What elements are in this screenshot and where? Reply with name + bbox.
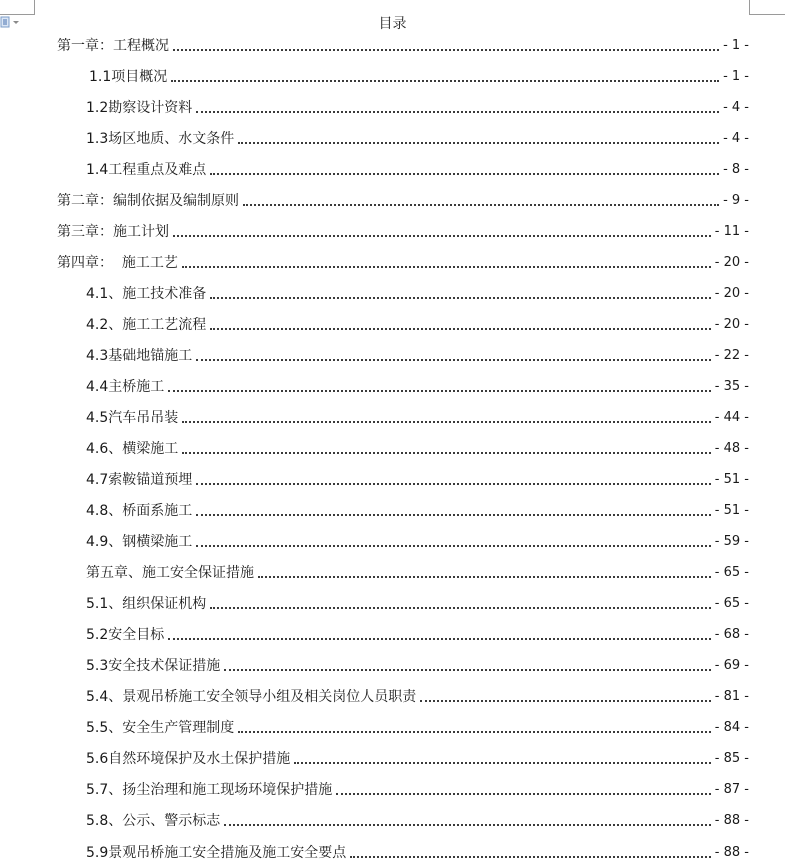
toc-entry-page: - 20 - bbox=[714, 255, 749, 270]
toc-entry-label: 1.1项目概况 bbox=[89, 69, 168, 85]
toc-entry-4-6[interactable] bbox=[86, 436, 749, 458]
toc-entry-1-4[interactable] bbox=[86, 157, 749, 179]
toc-entry-label: 4.4主桥施工 bbox=[86, 379, 165, 395]
toc-leader-dots bbox=[196, 482, 711, 485]
toc-entry-5-9[interactable] bbox=[86, 840, 749, 862]
toc-entry-page: - 59 - bbox=[714, 534, 749, 549]
toc-entry-5-5[interactable] bbox=[86, 715, 749, 737]
toc-entry-page: - 51 - bbox=[714, 503, 749, 518]
toc-entry-page: - 48 - bbox=[714, 441, 749, 456]
toc-entry-label: 第一章：工程概况 bbox=[57, 38, 169, 54]
toc-entry-1-3[interactable] bbox=[86, 126, 749, 148]
toc-entry-page: - 84 - bbox=[714, 720, 749, 735]
toc-entry-page: - 8 - bbox=[723, 162, 749, 177]
toc-entry-label: 4.6、横梁施工 bbox=[86, 441, 179, 457]
toc-leader-dots bbox=[210, 327, 711, 330]
toc-entry-page: - 1 - bbox=[723, 69, 749, 84]
toc-leader-dots bbox=[173, 234, 711, 237]
toc-entry-1-1[interactable] bbox=[89, 64, 749, 86]
toc-entry-page: - 88 - bbox=[714, 845, 749, 860]
toc-entry-label: 第三章：施工计划 bbox=[57, 224, 169, 240]
toc-entry-page: - 65 - bbox=[714, 565, 749, 580]
toc-leader-dots bbox=[171, 79, 719, 82]
toc-leader-dots bbox=[224, 668, 711, 671]
toc-leader-dots bbox=[210, 296, 711, 299]
toc-entry-label: 5.4、景观吊桥施工安全领导小组及相关岗位人员职责 bbox=[86, 689, 417, 705]
toc-entry-page: - 81 - bbox=[714, 689, 749, 704]
toc-leader-dots bbox=[196, 513, 711, 516]
toc-leader-dots bbox=[258, 575, 711, 578]
toc-leader-dots bbox=[336, 792, 711, 795]
toc-entry-label: 第五章、施工安全保证措施 bbox=[86, 565, 254, 581]
toc-entry-label: 5.2安全目标 bbox=[86, 627, 165, 643]
toc-entry-4-7[interactable] bbox=[86, 467, 749, 489]
toc-entry-5-7[interactable] bbox=[86, 777, 749, 799]
toc-entry-4-8[interactable] bbox=[86, 498, 749, 520]
toc-entry-label: 5.6自然环境保护及水土保护措施 bbox=[86, 751, 291, 767]
toc-entry-label: 1.4工程重点及难点 bbox=[86, 162, 207, 178]
toc-entry-page: - 88 - bbox=[714, 813, 749, 828]
toc-entry-5-6[interactable] bbox=[86, 746, 749, 768]
toc-entry-page: - 51 - bbox=[714, 472, 749, 487]
toc-entry-label: 1.2勘察设计资料 bbox=[86, 100, 193, 116]
toc-entry-chapter-5[interactable] bbox=[86, 560, 749, 582]
toc-entry-4-9[interactable] bbox=[86, 529, 749, 551]
toc-entry-page: - 44 - bbox=[714, 410, 749, 425]
toc-leader-dots bbox=[294, 761, 711, 764]
toc-entry-label: 4.2、施工工艺流程 bbox=[86, 317, 207, 333]
toc-entry-label: 5.7、扬尘治理和施工现场环境保护措施 bbox=[86, 782, 333, 798]
toc-entry-page: - 4 - bbox=[723, 131, 749, 146]
toc-leader-dots bbox=[238, 141, 719, 144]
toc-entry-page: - 9 - bbox=[723, 193, 749, 208]
toc-leader-dots bbox=[182, 265, 711, 268]
toc-entry-chapter-2[interactable] bbox=[57, 188, 749, 210]
toc-entry-chapter-4[interactable] bbox=[57, 250, 749, 272]
toc-leader-dots bbox=[210, 606, 711, 609]
toc-entry-label: 第四章： 施工工艺 bbox=[57, 255, 178, 271]
toc-leader-dots bbox=[182, 420, 711, 423]
toc-entry-page: - 69 - bbox=[714, 658, 749, 673]
toc-entry-label: 4.9、钢横梁施工 bbox=[86, 534, 193, 550]
toc-entry-page: - 20 - bbox=[714, 286, 749, 301]
toc-entry-label: 5.3安全技术保证措施 bbox=[86, 658, 221, 674]
toc-entry-label: 4.5汽车吊吊装 bbox=[86, 410, 179, 426]
toc-entry-page: - 4 - bbox=[723, 100, 749, 115]
toc-entry-label: 5.9景观吊桥施工安全措施及施工安全要点 bbox=[86, 845, 347, 861]
toc-entry-4-1[interactable] bbox=[86, 281, 749, 303]
toc-entry-label: 5.8、公示、警示标志 bbox=[86, 813, 221, 829]
toc-entry-label: 4.8、桥面系施工 bbox=[86, 503, 193, 519]
toc-entry-5-8[interactable] bbox=[86, 808, 749, 830]
toc-entry-5-3[interactable] bbox=[86, 653, 749, 675]
toc-leader-dots bbox=[168, 389, 711, 392]
toc-entry-page: - 65 - bbox=[714, 596, 749, 611]
toc-entry-1-2[interactable] bbox=[86, 95, 749, 117]
toc-leader-dots bbox=[238, 730, 711, 733]
toc-entry-4-3[interactable] bbox=[86, 343, 749, 365]
toc-entry-5-1[interactable] bbox=[86, 591, 749, 613]
toc-entry-page: - 87 - bbox=[714, 782, 749, 797]
toc-entry-label: 5.5、安全生产管理制度 bbox=[86, 720, 235, 736]
toc-entry-page: - 85 - bbox=[714, 751, 749, 766]
toc-entry-label: 4.1、施工技术准备 bbox=[86, 286, 207, 302]
toc-entry-chapter-3[interactable] bbox=[57, 219, 749, 241]
toc-entry-page: - 22 - bbox=[714, 348, 749, 363]
toc-leader-dots bbox=[210, 172, 719, 175]
toc-entry-chapter-1[interactable] bbox=[57, 33, 749, 55]
toc-entry-4-4[interactable] bbox=[86, 374, 749, 396]
toc-leader-dots bbox=[168, 637, 711, 640]
toc-entry-page: - 11 - bbox=[714, 224, 749, 239]
toc-leader-dots bbox=[182, 451, 711, 454]
toc-leader-dots bbox=[224, 823, 711, 826]
toc-entry-5-2[interactable] bbox=[86, 622, 749, 644]
toc-leader-dots bbox=[196, 544, 711, 547]
toc-entry-page: - 1 - bbox=[723, 38, 749, 53]
toc-entry-label: 第二章：编制依据及编制原则 bbox=[57, 193, 239, 209]
toc-title: 目录 bbox=[378, 16, 407, 32]
toc-entry-label: 4.3基础地锚施工 bbox=[86, 348, 193, 364]
toc-leader-dots bbox=[173, 48, 719, 51]
toc-entry-label: 1.3场区地质、水文条件 bbox=[86, 131, 235, 147]
toc-entry-page: - 68 - bbox=[714, 627, 749, 642]
toc-leader-dots bbox=[196, 358, 711, 361]
toc-leader-dots bbox=[243, 203, 719, 206]
toc-leader-dots bbox=[196, 110, 719, 113]
toc-entry-label: 4.7索鞍锚道预埋 bbox=[86, 472, 193, 488]
toc-leader-dots bbox=[350, 855, 711, 858]
toc-leader-dots bbox=[420, 699, 711, 702]
toc-entry-4-2[interactable] bbox=[86, 312, 749, 334]
toc-entry-page: - 20 - bbox=[714, 317, 749, 332]
toc-entry-4-5[interactable] bbox=[86, 405, 749, 427]
toc-entry-page: - 35 - bbox=[714, 379, 749, 394]
toc-entry-5-4[interactable] bbox=[86, 684, 749, 706]
toc-entry-label: 5.1、组织保证机构 bbox=[86, 596, 207, 612]
